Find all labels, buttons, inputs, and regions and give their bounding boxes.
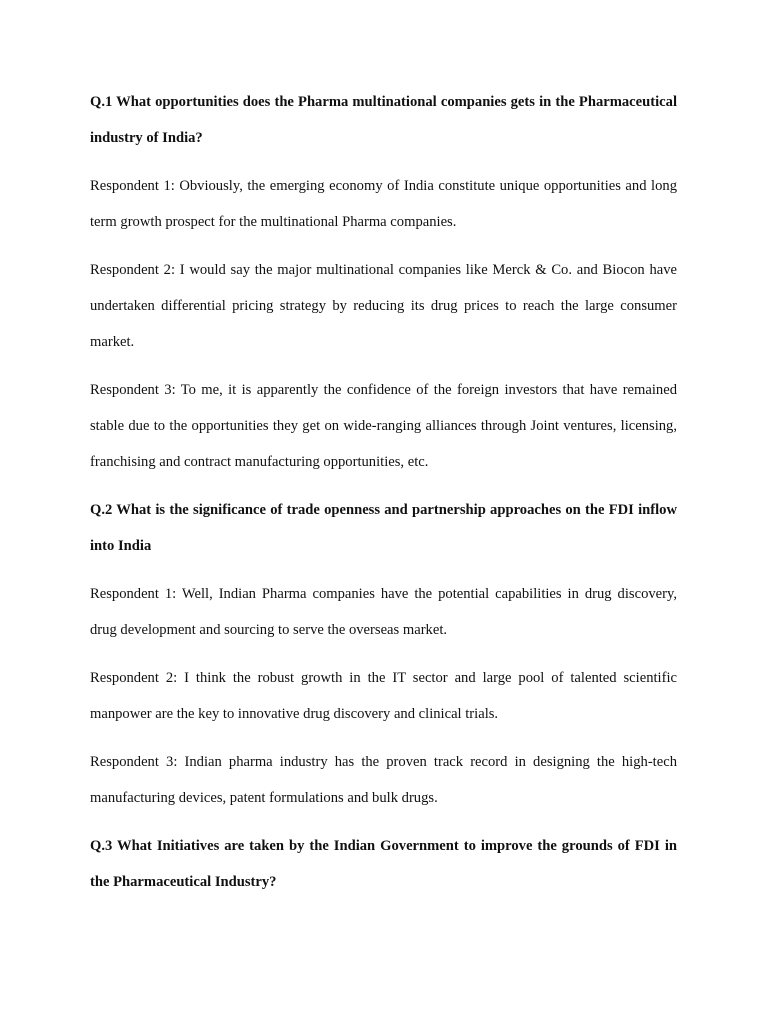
q2-respondent-1-answer: Respondent 1: Well, Indian Pharma companies have the potential capabilities in drug discovery, drug development and sourcing to serve the overseas market.: [90, 586, 677, 638]
question-1: Q.1 What opportunities does the Pharma multinational companies gets in the Pharmaceutical industry of India?: [90, 94, 677, 146]
q1-respondent-1-answer: Respondent 1: Obviously, the emerging economy of India constitute unique opportunities and long term growth prospect for the multinational Pharma companies.: [90, 178, 677, 230]
question-3: Q.3 What Initiatives are taken by the Indian Government to improve the grounds of FDI in the Pharmaceutical Industry?: [90, 838, 677, 890]
q1-respondent-2-answer: Respondent 2: I would say the major multinational companies like Merck & Co. and Biocon have undertaken differential pricing strategy by reducing its drug prices to reach the large consumer market.: [90, 262, 677, 350]
q2-respondent-3-answer: Respondent 3: Indian pharma industry has the proven track record in designing the high-tech manufacturing devices, patent formulations and bulk drugs.: [90, 754, 677, 806]
q1-respondent-3-answer: Respondent 3: To me, it is apparently the confidence of the foreign investors that have remained stable due to the opportunities they get on wide-ranging alliances through Joint ventures, licensing, franchising and contract manufacturing opportunities, etc.: [90, 382, 677, 470]
document-page: [90, 84, 677, 912]
question-2: Q.2 What is the significance of trade openness and partnership approaches on the FDI inflow into India: [90, 502, 677, 554]
q2-respondent-2-answer: Respondent 2: I think the robust growth in the IT sector and large pool of talented scientific manpower are the key to innovative drug discovery and clinical trials.: [90, 670, 677, 722]
